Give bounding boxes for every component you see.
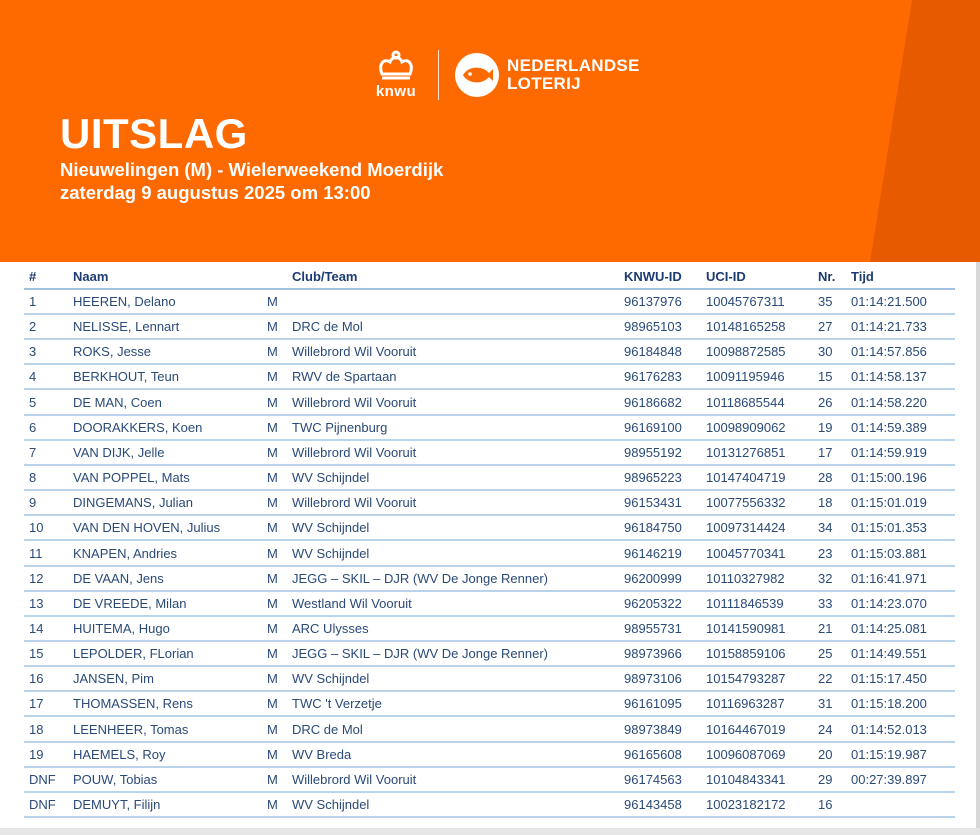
cell-knwu-id: 98973106: [624, 671, 682, 687]
cell-position: 1: [29, 294, 37, 309]
cell-knwu-id: 96205322: [624, 595, 682, 611]
cell-category: M: [267, 570, 278, 586]
cell-knwu-id: 96143458: [624, 797, 682, 812]
cell-category: M: [267, 444, 278, 460]
table-row: [24, 490, 955, 516]
cell-position: 8: [29, 470, 37, 486]
cell-club: DRC de Mol: [292, 721, 363, 737]
cell-number: 24: [818, 721, 833, 737]
cell-position: 13: [29, 595, 44, 611]
cell-knwu-id: 96176283: [624, 369, 682, 385]
cell-category: M: [267, 419, 278, 435]
cell-number: 31: [818, 696, 833, 712]
cell-time: 01:16:41.971: [851, 570, 927, 586]
table-row: [24, 515, 955, 541]
cell-club: ARC Ulysses: [292, 620, 369, 636]
cell-number: 33: [818, 595, 833, 611]
cell-number: 32: [818, 570, 833, 586]
cell-club: WV Schijndel: [292, 520, 370, 536]
crown-icon: [376, 50, 416, 82]
cell-time: 01:14:52.013: [851, 721, 927, 737]
cell-number: 20: [818, 746, 833, 762]
cell-name: VAN DEN HOVEN, Julius: [73, 520, 221, 536]
cell-knwu-id: 96186682: [624, 394, 682, 410]
cell-time: 01:14:49.551: [851, 646, 927, 662]
page-edge-bottom: [0, 828, 980, 835]
header-uci-id: UCI-ID: [706, 269, 746, 284]
race-date: zaterdag 9 augustus 2025 om 13:00: [60, 182, 371, 203]
cell-uci-id: 10098872585: [706, 344, 786, 360]
cell-time: 01:14:58.137: [851, 369, 927, 385]
cell-club: Willebrord Wil Vooruit: [292, 495, 417, 511]
cell-number: 19: [818, 419, 833, 435]
cell-category: M: [267, 470, 278, 486]
cell-club: RWV de Spartaan: [292, 369, 397, 385]
header-club: Club/Team: [292, 269, 358, 284]
cell-club: Willebrord Wil Vooruit: [292, 394, 417, 410]
cell-name: LEPOLDER, FLorian: [73, 646, 194, 662]
lottery-fish-icon: [455, 53, 499, 97]
cell-uci-id: 10118685544: [706, 394, 785, 410]
header-knwu-id: KNWU-ID: [624, 269, 682, 284]
page-title: UITSLAG: [60, 110, 248, 157]
cell-position: 15: [29, 646, 44, 662]
cell-name: JANSEN, Pim: [73, 671, 154, 687]
cell-category: M: [267, 721, 278, 737]
cell-club: WV Schijndel: [292, 797, 370, 812]
race-name: Nieuwelingen (M) - Wielerweekend Moerdijk: [60, 159, 444, 180]
table-row: [24, 339, 955, 365]
cell-uci-id: 10158859106: [706, 646, 786, 662]
cell-position: 9: [29, 495, 37, 511]
cell-category: M: [267, 646, 278, 662]
cell-number: 30: [818, 344, 833, 360]
cell-number: 29: [818, 771, 833, 787]
cell-number: 35: [818, 294, 833, 309]
cell-position: 10: [29, 520, 44, 536]
cell-club: Willebrord Wil Vooruit: [292, 344, 417, 360]
cell-uci-id: 10077556332: [706, 495, 786, 511]
cell-knwu-id: 96137976: [624, 294, 682, 309]
cell-name: HUITEMA, Hugo: [73, 620, 170, 636]
cell-uci-id: 10096087069: [706, 746, 786, 762]
table-row: [24, 792, 955, 818]
cell-club: Willebrord Wil Vooruit: [292, 444, 417, 460]
cell-knwu-id: 96165608: [624, 746, 682, 762]
cell-uci-id: 10091195946: [706, 369, 785, 385]
logo-divider: [438, 50, 439, 100]
cell-club: Westland Wil Vooruit: [292, 595, 412, 611]
cell-name: DOORAKKERS, Koen: [73, 419, 203, 435]
cell-category: M: [267, 394, 278, 410]
cell-time: 01:15:17.450: [851, 671, 927, 687]
cell-uci-id: 10131276851: [706, 444, 786, 460]
cell-position: 19: [29, 746, 44, 762]
table-row: [24, 691, 955, 717]
header-accent-stripe: [870, 0, 980, 262]
cell-club: WV Schijndel: [292, 470, 370, 486]
cell-time: 01:15:01.353: [851, 520, 927, 536]
cell-time: 01:14:25.081: [851, 620, 927, 636]
header-position: #: [29, 269, 37, 284]
cell-number: 16: [818, 797, 833, 812]
cell-category: M: [267, 294, 278, 309]
cell-name: DE MAN, Coen: [73, 394, 162, 410]
cell-category: M: [267, 344, 278, 360]
cell-position: 2: [29, 319, 37, 335]
cell-position: DNF: [29, 797, 56, 812]
cell-number: 27: [818, 319, 833, 335]
cell-knwu-id: 96161095: [624, 696, 682, 712]
table-row: [24, 767, 955, 793]
cell-position: 17: [29, 696, 44, 712]
cell-position: 7: [29, 444, 37, 460]
cell-uci-id: 10097314424: [706, 520, 786, 536]
cell-club: TWC 't Verzetje: [292, 696, 382, 712]
cell-knwu-id: 98955731: [624, 620, 682, 636]
cell-category: M: [267, 319, 278, 335]
cell-uci-id: 10154793287: [706, 671, 786, 687]
cell-uci-id: 10116963287: [706, 696, 785, 712]
cell-club: WV Schijndel: [292, 671, 370, 687]
cell-uci-id: 10110327982: [706, 570, 785, 586]
page-edge-right: [976, 262, 980, 835]
table-row: [24, 641, 955, 667]
header-time: Tijd: [851, 269, 874, 284]
cell-uci-id: 10023182172: [706, 797, 786, 812]
cell-position: 16: [29, 671, 44, 687]
cell-knwu-id: 98955192: [624, 444, 682, 460]
table-row: [24, 742, 955, 768]
cell-time: 00:27:39.897: [851, 771, 927, 787]
cell-name: POUW, Tobias: [73, 771, 158, 787]
cell-category: M: [267, 369, 278, 385]
cell-time: 01:14:59.389: [851, 419, 927, 435]
cell-name: DE VREEDE, Milan: [73, 595, 187, 611]
cell-number: 17: [818, 444, 833, 460]
cell-knwu-id: 98965223: [624, 470, 682, 486]
cell-knwu-id: 98965103: [624, 319, 682, 335]
table-row: [24, 289, 955, 315]
cell-number: 21: [818, 620, 833, 636]
table-row: [24, 717, 955, 743]
cell-knwu-id: 96184848: [624, 344, 682, 360]
cell-knwu-id: 96184750: [624, 520, 682, 536]
cell-category: M: [267, 545, 278, 561]
cell-name: VAN DIJK, Jelle: [73, 444, 165, 460]
cell-category: M: [267, 771, 278, 787]
cell-uci-id: 10147404719: [706, 470, 786, 486]
cell-club: WV Schijndel: [292, 545, 370, 561]
cell-position: 3: [29, 344, 37, 360]
sponsor-logos: [370, 50, 640, 100]
cell-name: HAEMELS, Roy: [73, 746, 166, 762]
race-subtitle: [60, 158, 443, 204]
cell-number: 23: [818, 545, 833, 561]
table-row: [24, 666, 955, 692]
table-row: [24, 314, 955, 340]
cell-club: Willebrord Wil Vooruit: [292, 771, 417, 787]
table-row: [24, 591, 955, 617]
cell-knwu-id: 96200999: [624, 570, 682, 586]
cell-category: M: [267, 520, 278, 536]
cell-name: DE VAAN, Jens: [73, 570, 164, 586]
cell-position: 11: [29, 545, 43, 561]
cell-knwu-id: 96153431: [624, 495, 682, 511]
cell-position: 6: [29, 419, 37, 435]
cell-category: M: [267, 797, 278, 812]
cell-time: 01:15:19.987: [851, 746, 927, 762]
cell-uci-id: 10141590981: [706, 620, 786, 636]
cell-uci-id: 10104843341: [706, 771, 786, 787]
cell-time: 01:15:03.881: [851, 545, 927, 561]
cell-number: 26: [818, 394, 833, 410]
table-row: [24, 440, 955, 466]
cell-category: M: [267, 696, 278, 712]
cell-time: 01:14:57.856: [851, 344, 927, 360]
cell-position: 4: [29, 369, 37, 385]
knwu-logo-text: knwu: [375, 83, 417, 100]
cell-uci-id: 10111846539: [706, 595, 784, 611]
cell-uci-id: 10045770341: [706, 545, 786, 561]
cell-name: NELISSE, Lennart: [73, 319, 180, 335]
cell-number: 25: [818, 646, 833, 662]
nederlandse-loterij-logo: [455, 53, 640, 97]
cell-club: JEGG – SKIL – DJR (WV De Jonge Renner): [292, 570, 549, 586]
cell-knwu-id: 96169100: [624, 419, 682, 435]
cell-number: 28: [818, 470, 833, 486]
cell-uci-id: 10045767311: [706, 294, 785, 309]
cell-position: 5: [29, 394, 37, 410]
cell-name: BERKHOUT, Teun: [73, 369, 179, 385]
table-row: [24, 390, 955, 416]
cell-category: M: [267, 671, 278, 687]
cell-name: KNAPEN, Andries: [73, 545, 178, 561]
cell-time: 01:15:18.200: [851, 696, 927, 712]
table-row: [24, 364, 955, 390]
cell-name: DINGEMANS, Julian: [73, 495, 193, 511]
cell-position: DNF: [29, 771, 56, 787]
cell-position: 14: [29, 620, 44, 636]
cell-time: 01:15:01.019: [851, 495, 927, 511]
table-row: [24, 541, 955, 567]
cell-uci-id: 10148165258: [706, 319, 786, 335]
cell-knwu-id: 98973849: [624, 721, 682, 737]
cell-name: DEMUYT, Filijn: [73, 797, 161, 812]
cell-uci-id: 10164467019: [706, 721, 786, 737]
cell-time: 01:15:00.196: [851, 470, 927, 486]
cell-knwu-id: 96174563: [624, 771, 682, 787]
cell-time: 01:14:59.919: [851, 444, 927, 460]
cell-position: 18: [29, 721, 44, 737]
cell-category: M: [267, 620, 278, 636]
cell-name: VAN POPPEL, Mats: [73, 470, 190, 486]
cell-name: THOMASSEN, Rens: [73, 696, 193, 712]
cell-category: M: [267, 595, 278, 611]
cell-category: M: [267, 495, 278, 511]
result-header: [0, 0, 980, 262]
table-row: [24, 566, 955, 592]
cell-time: 01:14:23.070: [851, 595, 927, 611]
cell-name: LEENHEER, Tomas: [73, 721, 189, 737]
cell-club: JEGG – SKIL – DJR (WV De Jonge Renner): [292, 646, 549, 662]
header-number: Nr.: [818, 269, 836, 284]
lottery-logo-line1: NEDERLANDSE: [507, 56, 640, 75]
header-name: Naam: [73, 269, 109, 284]
cell-position: 12: [29, 570, 44, 586]
cell-knwu-id: 98973966: [624, 646, 682, 662]
cell-number: 18: [818, 495, 833, 511]
cell-time: 01:14:21.733: [851, 319, 927, 335]
cell-number: 15: [818, 369, 833, 385]
table-header-row: [24, 264, 955, 290]
cell-uci-id: 10098909062: [706, 419, 786, 435]
cell-name: HEEREN, Delano: [73, 294, 176, 309]
table-row: [24, 616, 955, 642]
cell-time: 01:14:58.220: [851, 394, 927, 410]
cell-number: 22: [818, 671, 833, 687]
cell-time: 01:14:21.500: [851, 294, 927, 309]
cell-name: ROKS, Jesse: [73, 344, 152, 360]
cell-category: M: [267, 746, 278, 762]
table-row: [24, 465, 955, 491]
cell-number: 34: [818, 520, 833, 536]
cell-knwu-id: 96146219: [624, 545, 682, 561]
cell-club: DRC de Mol: [292, 319, 363, 335]
cell-club: WV Breda: [292, 746, 352, 762]
table-row: [24, 415, 955, 441]
knwu-logo: [370, 50, 422, 100]
lottery-logo-line2: LOTERIJ: [507, 74, 581, 93]
cell-club: TWC Pijnenburg: [292, 419, 388, 435]
